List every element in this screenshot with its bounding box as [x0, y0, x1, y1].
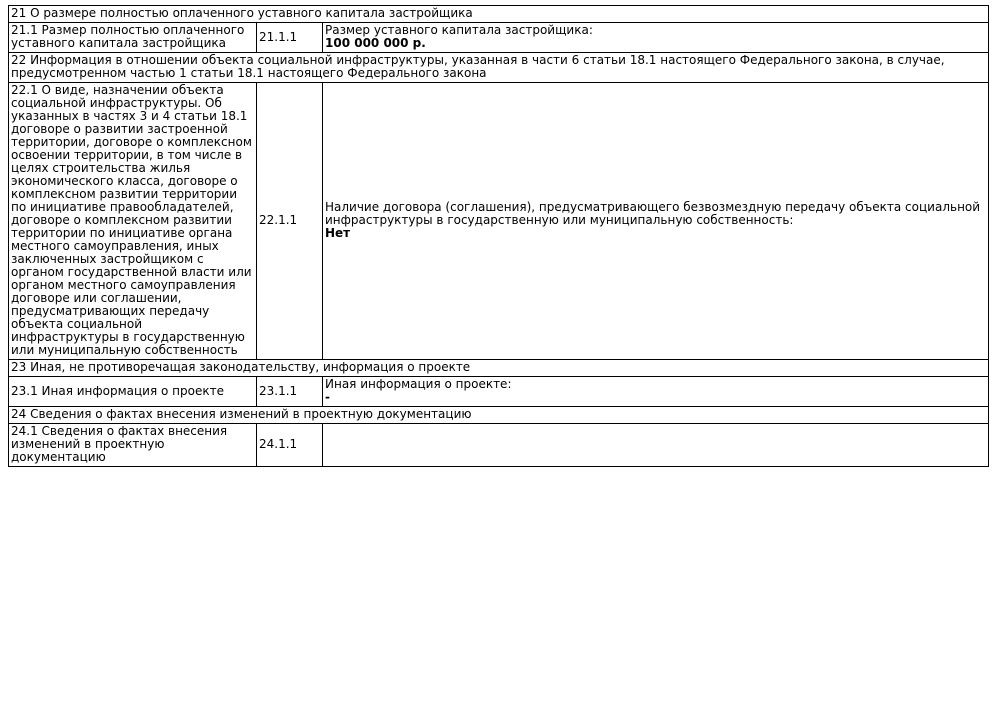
- row-23-1-title: 23.1 Иная информация о проекте: [9, 377, 257, 407]
- table-row-22-1: [9, 83, 989, 360]
- row-22-1-value-cell: [323, 83, 989, 360]
- table-row-21-1: [9, 23, 989, 53]
- row-21-1-number: 21.1.1: [257, 23, 323, 53]
- row-23-1-value-text: -: [325, 390, 330, 404]
- row-21-1-value-cell: [323, 23, 989, 53]
- section-23-header-row: [9, 360, 989, 377]
- section-21-header-row: [9, 6, 989, 23]
- row-23-1-number: 23.1.1: [257, 377, 323, 407]
- section-21-header: 21 О размере полностью оплаченного уставного капитала застройщика: [9, 6, 989, 23]
- row-24-1-value-cell: [323, 424, 989, 467]
- row-21-1-title: 21.1 Размер полностью оплаченного уставного капитала застройщика: [9, 23, 257, 53]
- row-22-1-value-label: Наличие договора (соглашения), предусматривающего безвозмездную передачу объекта социальной инфраструктуры в государственную или муниципальную собственность:: [325, 200, 981, 227]
- row-21-1-value-label: Размер уставного капитала застройщика:: [325, 23, 593, 37]
- row-22-1-number: 22.1.1: [257, 83, 323, 360]
- section-24-header-row: [9, 407, 989, 424]
- table-row-24-1: [9, 424, 989, 467]
- row-23-1-value-cell: [323, 377, 989, 407]
- row-24-1-number: 24.1.1: [257, 424, 323, 467]
- section-22-header: 22 Информация в отношении объекта социальной инфраструктуры, указанная в части 6 статьи 18.1 настоящего Федерального закона, в случае, предусмотренном частью 1 статьи 18.1 настоящего Федерального закона: [9, 53, 989, 83]
- section-23-header: 23 Иная, не противоречащая законодательству, информация о проекте: [9, 360, 989, 377]
- row-23-1-value-label: Иная информация о проекте:: [325, 377, 512, 391]
- row-24-1-title: 24.1 Сведения о фактах внесения изменений в проектную документацию: [9, 424, 257, 467]
- project-declaration-table: [8, 5, 989, 467]
- row-22-1-title: 22.1 О виде, назначении объекта социальной инфраструктуры. Об указанных в частях 3 и 4 статьи 18.1 договоре о развитии застроенной территории, договоре о комплексном освоении территории, в том числе в целях строительства жилья экономического класса, договоре о комплексном развитии территории по инициативе правообладателей, договоре о комплексном развитии территории по инициативе органа местного самоуправления, иных заключенных застройщиком с органом государственной власти или органом местного самоуправления договоре или соглашении, предусматривающих передачу объекта социальной инфраструктуры в государственную или муниципальную собственность: [9, 83, 257, 360]
- section-22-header-row: [9, 53, 989, 83]
- row-22-1-value-text: Нет: [325, 226, 351, 240]
- table-row-23-1: [9, 377, 989, 407]
- section-24-header: 24 Сведения о фактах внесения изменений в проектную документацию: [9, 407, 989, 424]
- row-21-1-value-text: 100 000 000 р.: [325, 36, 426, 50]
